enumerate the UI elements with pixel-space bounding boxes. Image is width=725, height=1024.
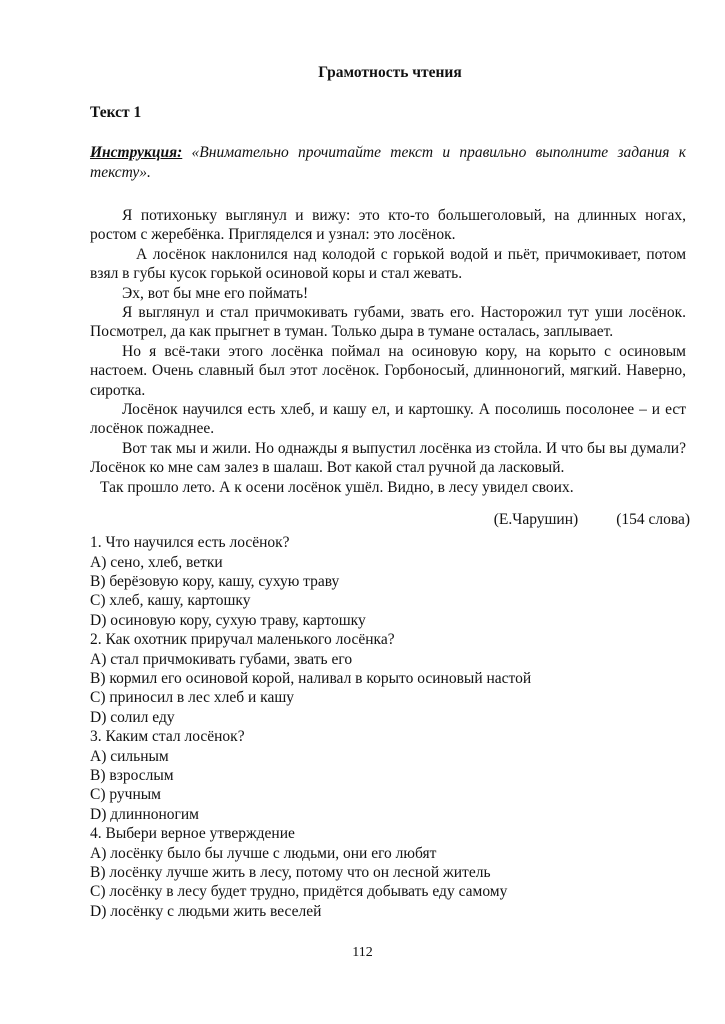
story-paragraph: Я потихоньку выглянул и вижу: это кто-то большеголовый, на длинных ногах, ростом с жеребёнка. Пригляделся и узнал: это лосёнок. bbox=[90, 207, 686, 244]
author: (Е.Чарушин) bbox=[493, 511, 579, 529]
answer-option: D) солил еду bbox=[90, 708, 175, 726]
story-paragraph: Лосёнок научился есть хлеб, и кашу ел, и картошку. А посолишь посолонее – и ест лосёнок пожаднее. bbox=[90, 401, 686, 438]
question-text: 2. Как охотник приручал маленького лосёнка? bbox=[90, 631, 395, 649]
question-text: 4. Выбери верное утверждение bbox=[90, 825, 295, 843]
answer-option: B) взрослым bbox=[90, 766, 174, 784]
story-paragraph: Но я всё-таки этого лосёнка поймал на осиновую кору, на корыто с осиновым настоем. Очень славный был этот лосёнок. Горбоносый, длинноногий, мягкий. Наверно, сиротка. bbox=[90, 342, 686, 399]
page-number: 112 bbox=[352, 945, 373, 960]
instruction bbox=[90, 143, 686, 182]
answer-option: D) лосёнку с людьми жить веселей bbox=[90, 902, 322, 920]
document-page bbox=[90, 58, 690, 1024]
answer-option: C) ручным bbox=[90, 786, 161, 804]
instruction-label: Инструкция: bbox=[90, 144, 183, 161]
questions-list bbox=[90, 533, 690, 921]
answer-option: A) сильным bbox=[90, 747, 169, 765]
answer-option: B) лосёнку лучше жить в лесу, потому что он лесной житель bbox=[90, 864, 491, 881]
story-paragraph: Вот так мы и жили. Но однажды я выпустил лосёнка из стойла. И что бы вы думали? Лосёнок ко мне сам залез в шалаш. Вот какой стал ручной да ласковый. bbox=[90, 439, 686, 477]
answer-option: D) осиновую кору, сухую траву, картошку bbox=[90, 611, 366, 629]
answer-option: C) хлеб, кашу, картошку bbox=[90, 592, 251, 610]
answer-option: D) длинноногим bbox=[90, 805, 199, 823]
story-paragraph: Я выглянул и стал причмокивать губами, звать его. Насторожил тут уши лосёнок. Посмотрел, да как прыгнет в туман. Только дыра в тумане осталась, заплывает. bbox=[90, 304, 686, 341]
attribution bbox=[90, 510, 690, 530]
story-text bbox=[90, 206, 686, 497]
word-count: (154 слова) bbox=[616, 511, 690, 529]
instruction-text: «Внимательно прочитайте текст и правильно выполните задания к тексту». bbox=[90, 144, 686, 181]
text-heading: Текст 1 bbox=[90, 104, 142, 121]
answer-option: A) стал причмокивать губами, звать его bbox=[90, 650, 353, 668]
question-text: 3. Каким стал лосёнок? bbox=[90, 728, 245, 746]
question-text: 1. Что научился есть лосёнок? bbox=[90, 534, 290, 552]
story-paragraph: А лосёнок наклонился над колодой с горькой водой и пьёт, причмокивает, потом взял в губы кусок горькой осиновой коры и стал жевать. bbox=[90, 245, 686, 283]
story-paragraph: Эх, вот бы мне его поймать! bbox=[122, 284, 309, 302]
answer-option: B) берёзовую кору, кашу, сухую траву bbox=[90, 572, 340, 590]
document-title: Грамотность чтения bbox=[318, 64, 462, 81]
answer-option: A) сено, хлеб, ветки bbox=[90, 553, 223, 571]
story-paragraph: Так прошло лето. А к осени лосёнок ушёл. Видно, в лесу увидел своих. bbox=[100, 478, 574, 496]
answer-option: B) кормил его осиновой корой, наливал в корыто осиновый настой bbox=[90, 669, 532, 687]
answer-option: C) приносил в лес хлеб и кашу bbox=[90, 689, 295, 707]
answer-option: A) лосёнку было бы лучше с людьми, они его любят bbox=[90, 844, 437, 862]
answer-option: C) лосёнку в лесу будет трудно, придётся добывать еду самому bbox=[90, 883, 508, 901]
